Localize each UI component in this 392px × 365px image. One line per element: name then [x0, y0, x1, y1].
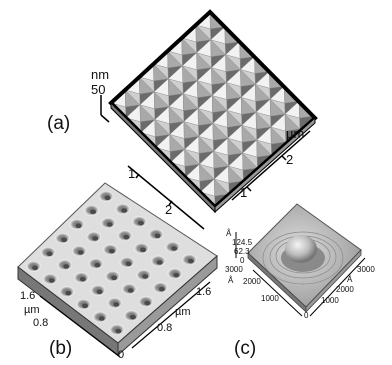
panel-c-tick-left-3000: 3000	[225, 265, 243, 274]
panel-c-z-value-3: 0	[240, 256, 245, 265]
panel-a-tick-left-2: 2	[165, 202, 173, 217]
dimple-center	[61, 238, 67, 243]
dimple-center	[171, 246, 177, 251]
dimple-center	[90, 210, 96, 215]
dimple-center	[126, 262, 132, 267]
dimple-center	[140, 248, 146, 253]
dimple-center	[157, 260, 163, 265]
dimple-center	[123, 235, 129, 240]
dimple-center	[99, 316, 105, 321]
dimple-center	[159, 287, 165, 292]
panel-b-surface	[18, 183, 217, 355]
dimple-center	[142, 274, 148, 279]
dimple-center	[121, 208, 127, 213]
dimple-center	[173, 273, 179, 278]
panel-c-label: (c)	[234, 338, 257, 359]
panel-c-unit-left: Å	[228, 276, 234, 285]
dimple-center	[32, 266, 38, 271]
panel-c-tick-left-2000: 2000	[243, 277, 261, 286]
panel-c-tick-right-0: 0	[304, 311, 309, 320]
panel-b-tick-right-1-6: 1.6	[196, 286, 212, 298]
dimple-center	[130, 315, 136, 320]
panel-a-tick-left-1: 1	[128, 166, 136, 181]
dimple-center	[97, 290, 103, 295]
panel-b-tick-left-1-6: 1.6	[20, 290, 36, 302]
dimple-center	[76, 224, 82, 229]
panel-b-tick-left-0: 0	[118, 349, 125, 361]
panel-c-unit-right: Å	[347, 275, 353, 284]
panel-c-tick-right-1000: 1000	[321, 296, 339, 305]
panel-c-tick-left-1000: 1000	[261, 294, 279, 303]
dimple-center	[115, 329, 121, 334]
dimple-center	[105, 196, 111, 201]
dimple-center	[138, 221, 144, 226]
dimple-center	[113, 302, 119, 307]
panel-b-unit-left: µm	[24, 304, 40, 316]
dimple-center	[109, 249, 115, 254]
panel-c-z-value-1: 124.5	[232, 238, 253, 247]
panel-c-z-unit: Å	[226, 229, 232, 238]
dimple-center	[155, 234, 161, 239]
dimple-center	[65, 291, 71, 296]
dimple-center	[78, 250, 84, 255]
panel-b-tick-right-0-8: 0.8	[157, 322, 173, 334]
panel-c-tick-right-2000: 2000	[336, 285, 354, 294]
panel-a-z-value: 50	[91, 82, 106, 97]
panel-c-tick-right-3000: 3000	[357, 265, 375, 274]
dimple-center	[111, 276, 117, 281]
dimple-center	[47, 252, 53, 257]
panel-a-z-unit: nm	[91, 67, 110, 82]
panel-a-surface	[111, 12, 315, 212]
dimple-center	[188, 259, 194, 264]
dimple-center	[128, 288, 134, 293]
panel-c-z-value-2: 62.3	[234, 247, 250, 256]
dimple-center	[94, 263, 100, 268]
dimple-center	[92, 236, 98, 241]
dimple-center	[144, 301, 150, 306]
dimple-center	[82, 304, 88, 309]
panel-b-label: (b)	[49, 338, 73, 359]
panel-a-lateral-unit: µm	[286, 126, 305, 141]
panel-a-label: (a)	[47, 113, 71, 134]
panel-b-unit-right: µm	[175, 306, 191, 318]
panel-a-tick-right-2: 2	[286, 152, 294, 167]
dimple-center	[49, 278, 55, 283]
panel-a-tick-right-1: 1	[240, 185, 248, 200]
dimple-center	[107, 222, 113, 227]
dimple-center	[80, 277, 86, 282]
dimple-center	[63, 264, 69, 269]
panel-b-tick-left-0-8: 0.8	[33, 317, 49, 329]
